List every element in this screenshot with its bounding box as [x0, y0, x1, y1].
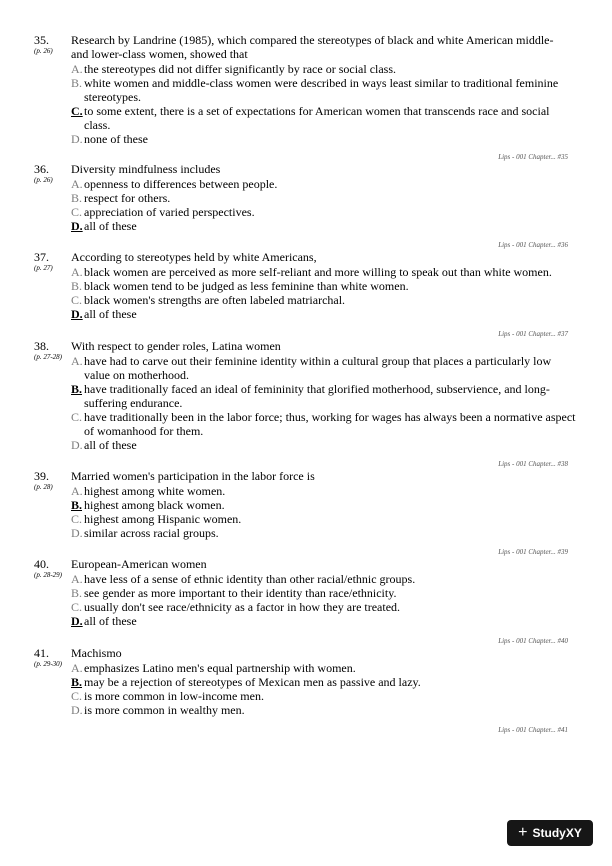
source-label: Lips - 001 Chapter... #35	[498, 153, 568, 161]
question-number: 37.	[34, 250, 49, 264]
option-d: D. similar across racial groups.	[71, 526, 219, 540]
page-reference: (p. 28)	[34, 483, 53, 491]
option-d: D. is more common in wealthy men.	[71, 703, 245, 717]
question-38	[34, 339, 574, 452]
question-stem: Diversity mindfulness includes	[71, 162, 221, 176]
option-a: A. openness to differences between people.	[71, 177, 278, 191]
option-b-answer: B. highest among black women.	[71, 498, 225, 512]
question-35	[34, 33, 574, 146]
option-b: B. see gender as more important to their identity than race/ethnicity.	[71, 586, 397, 600]
option-c: C. appreciation of varied perspectives.	[71, 205, 255, 219]
option-b-answer: B. have traditionally faced an ideal of femininity that glorified motherhood, subservience, and long-suffering endurance.	[71, 382, 550, 410]
page-reference: (p. 27-28)	[34, 353, 62, 361]
option-d-answer: D. all of these	[71, 219, 137, 233]
option-c: C. have traditionally been in the labor force; thus, working for wages has always been a normative aspect of womanhood for them.	[71, 410, 576, 438]
question-40	[34, 557, 574, 628]
source-label: Lips - 001 Chapter... #37	[498, 330, 568, 338]
question-41	[34, 646, 574, 717]
question-number: 36.	[34, 162, 49, 176]
question-stem: European-American women	[71, 557, 207, 571]
option-c: C. highest among Hispanic women.	[71, 512, 242, 526]
question-36	[34, 162, 574, 233]
option-c: C. usually don't see race/ethnicity as a factor in how they are treated.	[71, 600, 401, 614]
question-stem: Research by Landrine (1985), which compared the stereotypes of black and white American middle- and lower-class women, showed that	[71, 33, 554, 61]
question-number: 38.	[34, 339, 49, 353]
studyxy-logo[interactable]	[507, 820, 593, 846]
page-reference: (p. 27)	[34, 264, 53, 272]
option-b: B. black women tend to be judged as less feminine than white women.	[71, 279, 409, 293]
question-39	[34, 469, 574, 540]
source-label: Lips - 001 Chapter... #39	[498, 548, 568, 556]
question-37	[34, 250, 574, 321]
brand-name: StudyXY	[532, 826, 582, 840]
option-d-answer: D. all of these	[71, 614, 137, 628]
plus-icon: +	[518, 824, 528, 841]
option-b-answer: B. may be a rejection of stereotypes of Mexican men as passive and lazy.	[71, 675, 421, 689]
source-label: Lips - 001 Chapter... #36	[498, 241, 568, 249]
option-a: A. the stereotypes did not differ significantly by race or social class.	[71, 62, 397, 76]
option-c: C. is more common in low-income men.	[71, 689, 264, 703]
option-b: B. white women and middle-class women were described in ways least similar to traditional feminine stereotypes.	[71, 76, 559, 104]
option-d: D. none of these	[71, 132, 148, 146]
question-number: 41.	[34, 646, 49, 660]
option-a: A. highest among white women.	[71, 484, 226, 498]
question-number: 35.	[34, 33, 49, 47]
question-stem: According to stereotypes held by white Americans,	[71, 250, 317, 264]
option-c-answer: C. to some extent, there is a set of expectations for American women that transcends race and social class.	[71, 104, 550, 132]
page-reference: (p. 29-30)	[34, 660, 62, 668]
option-d: D. all of these	[71, 438, 137, 452]
option-c: C. black women's strengths are often labeled matriarchal.	[71, 293, 346, 307]
option-a: A. have had to carve out their feminine identity within a cultural group that places a particularly low value on motherhood.	[71, 354, 552, 382]
option-a: A. black women are perceived as more self-reliant and more willing to speak out than white women.	[71, 265, 552, 279]
option-b: B. respect for others.	[71, 191, 171, 205]
question-number: 40.	[34, 557, 49, 571]
source-label: Lips - 001 Chapter... #40	[498, 637, 568, 645]
question-stem: Married women's participation in the labor force is	[71, 469, 315, 483]
option-a: A. have less of a sense of ethnic identity than other racial/ethnic groups.	[71, 572, 416, 586]
source-label: Lips - 001 Chapter... #38	[498, 460, 568, 468]
option-a: A. emphasizes Latino men's equal partnership with women.	[71, 661, 356, 675]
page-reference: (p. 28-29)	[34, 571, 62, 579]
option-d-answer: D. all of these	[71, 307, 137, 321]
question-stem: Machismo	[71, 646, 122, 660]
page-reference: (p. 26)	[34, 47, 53, 55]
question-number: 39.	[34, 469, 49, 483]
page-reference: (p. 26)	[34, 176, 53, 184]
source-label: Lips - 001 Chapter... #41	[498, 726, 568, 734]
question-stem: With respect to gender roles, Latina women	[71, 339, 281, 353]
